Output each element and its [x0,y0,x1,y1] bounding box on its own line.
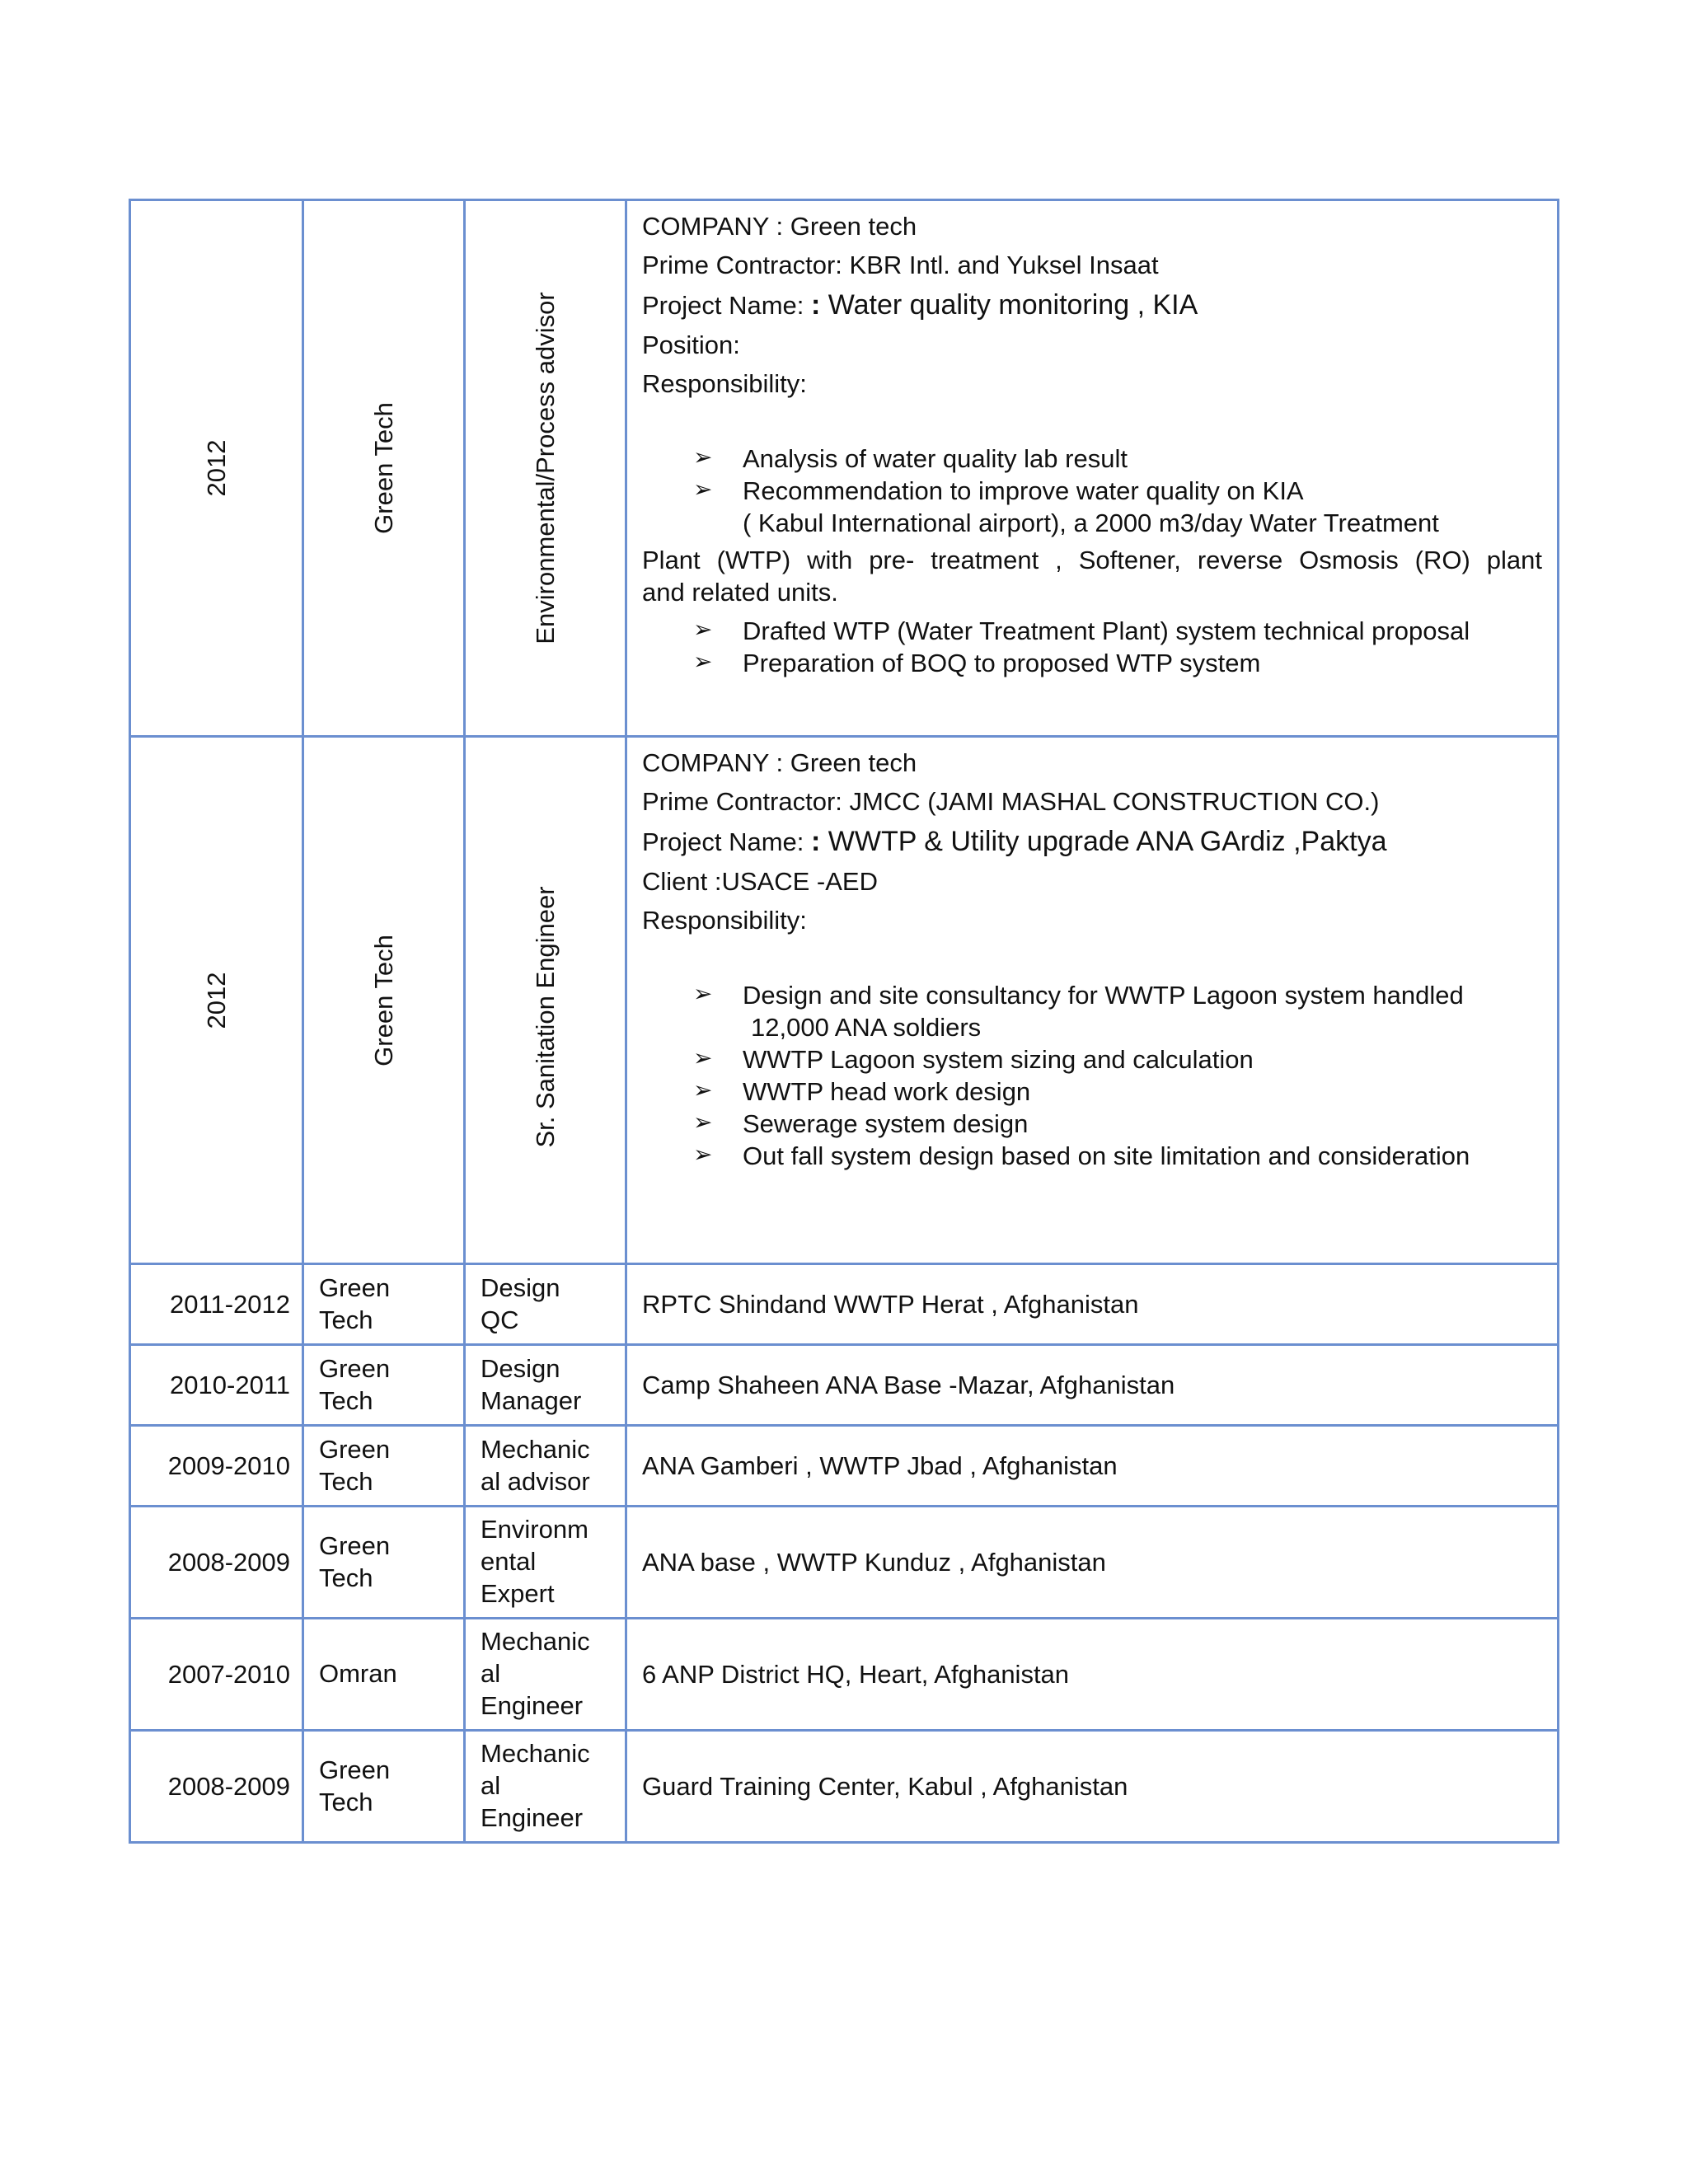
details-cell [626,737,1559,1264]
company-text: Green Tech [368,402,398,534]
arrow-bullet-icon: ➢ [693,476,713,503]
position-cell: Design QC [465,1264,626,1345]
project-cell: Camp Shaheen ANA Base -Mazar, Afghanistan [626,1345,1559,1426]
table-row [130,1731,1559,1843]
list-item: ➢ Drafted WTP (Water Treatment Plant) system technical proposal [693,616,1470,646]
table-row [130,1426,1559,1507]
table-row [130,1345,1559,1426]
arrow-bullet-icon: ➢ [693,1109,713,1136]
project-cell: ANA base , WWTP Kunduz , Afghanistan [626,1507,1559,1619]
year-text: 2012 [201,972,231,1029]
responsibility-list [642,1043,1542,1172]
position-cell: Mechanic al Engineer [465,1731,626,1843]
project-cell: ANA Gamberi , WWTP Jbad , Afghanistan [626,1426,1559,1507]
year-cell [130,737,303,1264]
year-cell: 2011-2012 [130,1264,303,1345]
arrow-bullet-icon: ➢ [693,444,713,470]
position-line: Position: [642,330,740,359]
project-cell: 6 ANP District HQ, Heart, Afghanistan [626,1619,1559,1731]
responsibility-line: Responsibility: [642,905,807,935]
arrow-bullet-icon: ➢ [693,1077,713,1104]
year-cell: 2010-2011 [130,1345,303,1426]
year-cell [130,200,303,737]
list-item: ➢ Sewerage system design [693,1109,1029,1139]
prime-contractor-line: Prime Contractor: JMCC (JAMI MASHAL CONSTRUCTION CO.) [642,786,1380,816]
list-item: ➢ Design and site consultancy for WWTP Lagoon system handled [693,981,1464,1010]
arrow-bullet-icon: ➢ [693,1141,713,1168]
details-cell [626,200,1559,737]
company-line: COMPANY : Green tech [642,212,917,241]
year-cell: 2008-2009 [130,1731,303,1843]
table-row [130,737,1559,1264]
responsibility-line: Responsibility: [642,368,807,398]
list-item: ➢ Analysis of water quality lab result [693,444,1128,473]
position-cell [465,200,626,737]
company-line: COMPANY : Green tech [642,748,917,777]
year-text: 2012 [201,439,231,497]
list-item: ➢ WWTP head work design [693,1077,1031,1107]
position-cell: Environm ental Expert [465,1507,626,1619]
arrow-bullet-icon: ➢ [693,649,713,675]
table-row [130,1264,1559,1345]
project-cell: RPTC Shindand WWTP Herat , Afghanistan [626,1264,1559,1345]
table-row [130,1619,1559,1731]
company-cell: Green Tech [303,1264,465,1345]
project-cell: Guard Training Center, Kabul , Afghanistan [626,1731,1559,1843]
bullet-continuation: 12,000 ANA soldiers [751,1013,982,1043]
arrow-bullet-icon: ➢ [693,981,713,1006]
company-cell: Omran [303,1619,465,1731]
responsibility-list [642,615,1542,679]
position-cell: Mechanic al Engineer [465,1619,626,1731]
table-row [130,1507,1559,1619]
prime-contractor-line: Prime Contractor: KBR Intl. and Yuksel Insaat [642,250,1159,279]
company-cell: Green Tech [303,1345,465,1426]
arrow-bullet-icon: ➢ [693,1045,713,1071]
year-cell: 2008-2009 [130,1507,303,1619]
project-name-line: Project Name: : WWTP & Utility upgrade ANA GArdiz ,Paktya [642,826,1387,857]
company-cell: Green Tech [303,1731,465,1843]
company-cell: Green Tech [303,1507,465,1619]
table-row [130,200,1559,737]
position-text: Environmental/Process advisor [530,292,560,644]
year-cell: 2007-2010 [130,1619,303,1731]
position-cell [465,737,626,1264]
year-cell: 2009-2010 [130,1426,303,1507]
company-cell: Green Tech [303,1426,465,1507]
client-line: Client :USACE -AED [642,867,878,896]
list-item: ➢ Preparation of BOQ to proposed WTP system [693,649,1261,678]
list-item: ➢ Recommendation to improve water quality on KIA [693,476,1304,506]
arrow-bullet-icon: ➢ [693,616,713,643]
position-cell: Design Manager [465,1345,626,1426]
bullet-continuation: ( Kabul International airport), a 2000 m3/day Water Treatment [743,509,1439,538]
work-history-table [129,199,1559,1844]
responsibility-list [642,443,1542,507]
position-text: Sr. Sanitation Engineer [530,885,560,1148]
responsibility-list [642,979,1542,1011]
list-item: ➢ WWTP Lagoon system sizing and calculation [693,1045,1254,1075]
paragraph: Plant (WTP) with pre- treatment , Softener, reverse Osmosis (RO) plant and related units. [642,546,1542,607]
position-cell: Mechanic al advisor [465,1426,626,1507]
company-cell [303,737,465,1264]
list-item: ➢ Out fall system design based on site limitation and consideration [693,1141,1470,1171]
project-name-line: Project Name: : Water quality monitoring , KIA [642,289,1198,321]
company-cell [303,200,465,737]
company-text: Green Tech [368,934,398,1066]
